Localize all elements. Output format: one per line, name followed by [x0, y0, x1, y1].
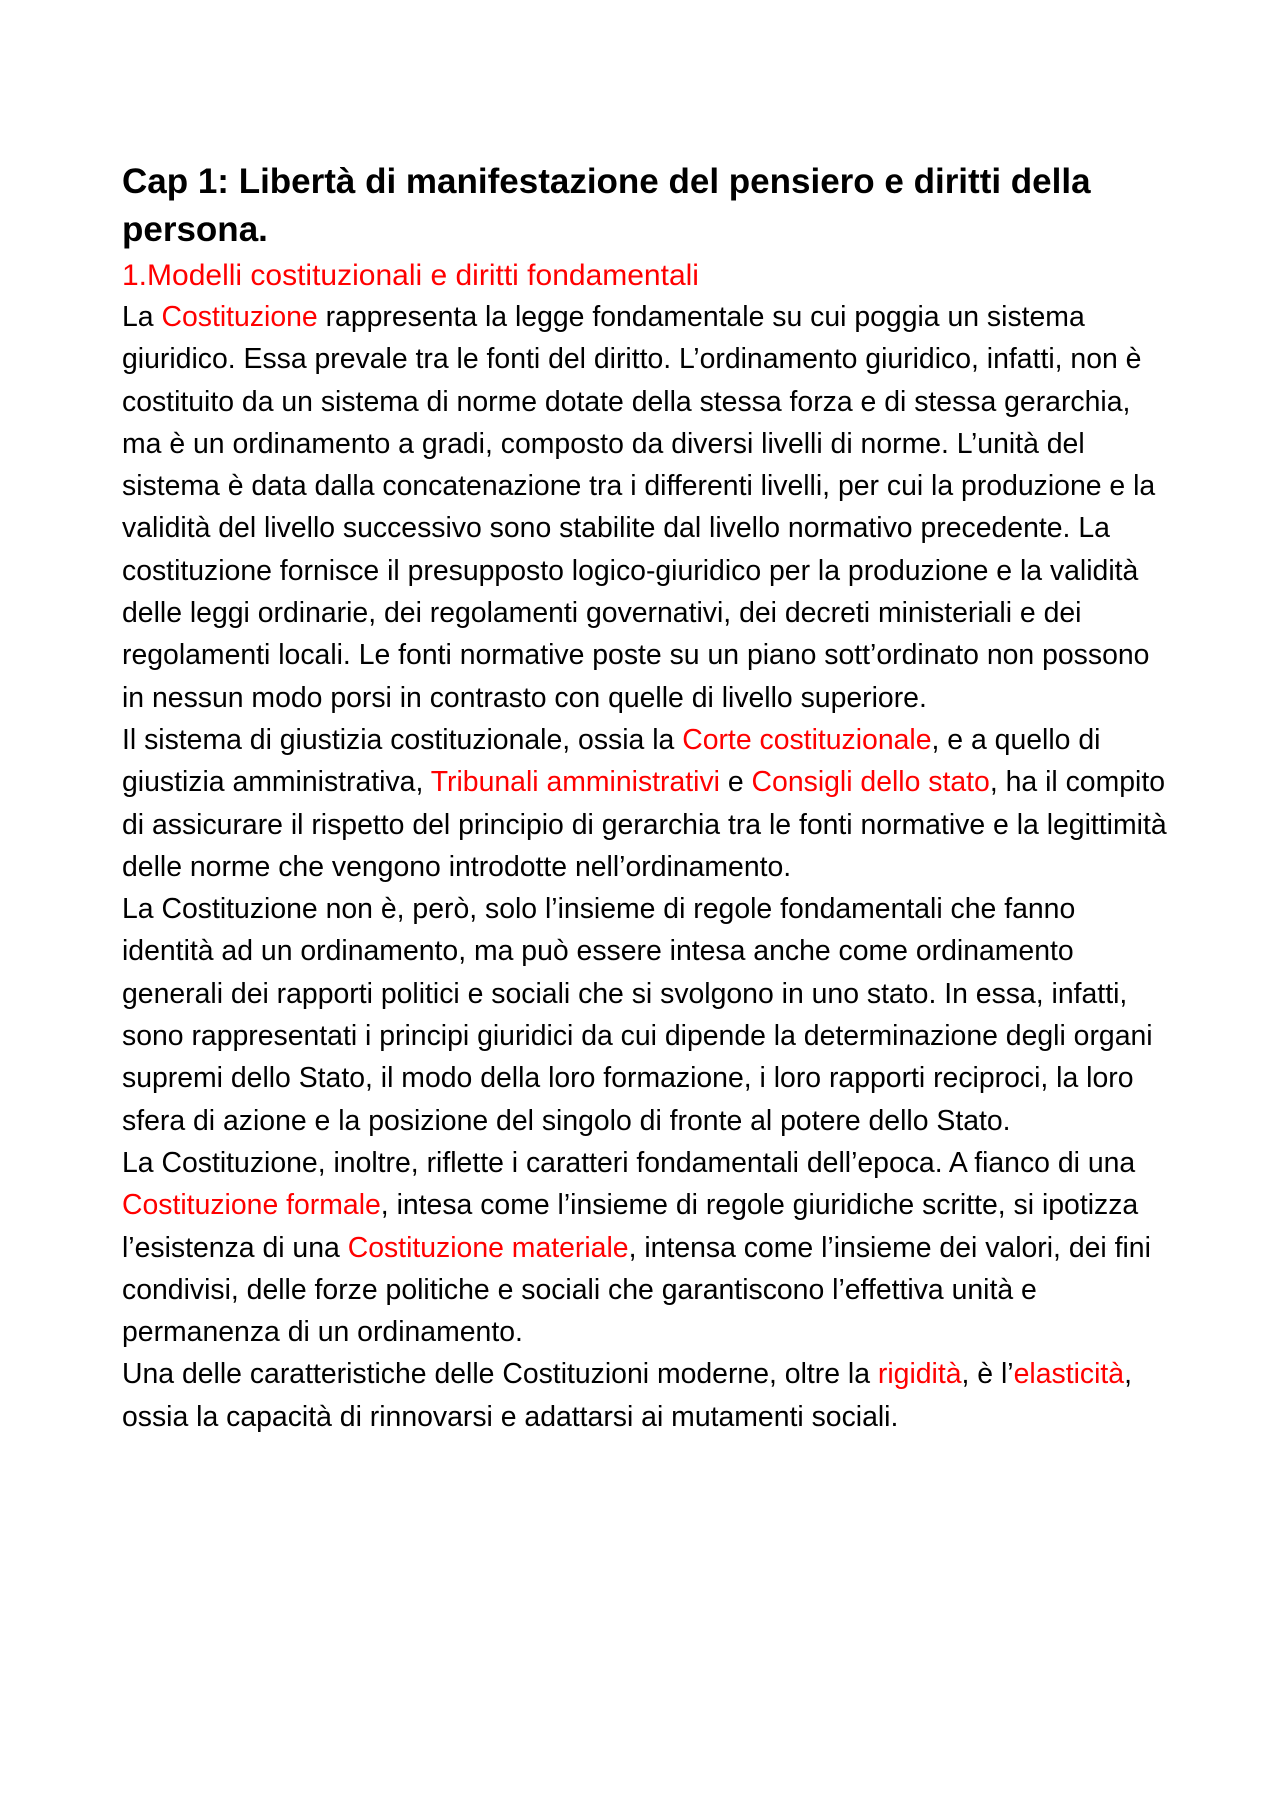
paragraph-5 [122, 1353, 1170, 1438]
highlighted-term: Costituzione formale [122, 1189, 381, 1222]
highlighted-term: elasticità [1013, 1358, 1125, 1391]
paragraph-1 [122, 296, 1170, 719]
highlighted-term: Costituzione [161, 301, 318, 333]
highlighted-term: Tribunali amministrativi [430, 766, 720, 799]
paragraph-4 [122, 1142, 1170, 1353]
section-heading: 1.Modelli costituzionali e diritti fondamentali [122, 259, 699, 292]
paragraph-2 [122, 719, 1170, 888]
highlighted-term: rigidità [877, 1358, 962, 1391]
text-run: , è l’ [961, 1358, 1014, 1391]
text-run: , intensa come l’insieme dei valori, dei fini condivisi, delle forze politiche e sociali che garantiscono l’effettiva unità e permanenza di un ordinamento. [122, 1231, 1151, 1349]
text-run: La [122, 301, 162, 333]
text-run: , intesa come l’insieme di regole giuridiche scritte, si ipotizza l’esistenza di una [122, 1189, 1139, 1264]
highlighted-term: Corte costituzionale [682, 723, 932, 756]
text-run: Il sistema di giustizia costituzionale, ossia la [122, 723, 683, 756]
paragraph-3: La Costituzione non è, però, solo l’insieme di regole fondamentali che fanno identità ad un ordinamento, ma può essere intesa anche come ordinamento generali dei rapporti politici e sociali che si svolgono in uno stato. In essa, infatti, sono rappresentati i principi giuridici da cui dipende la determinazione degli organi supremi dello Stato, il modo della loro formazione, i loro rapporti reciproci, la loro sfera di azione e la posizione del singolo di fronte al potere dello Stato. [122, 893, 1153, 1137]
text-run: , e a quello di giustizia amministrativa, [122, 723, 1101, 799]
highlighted-term: Consigli dello stato [751, 766, 990, 799]
text-run: Una delle caratteristiche delle Costituzioni moderne, oltre la [122, 1358, 878, 1391]
text-run: e [719, 766, 752, 799]
text-run: , ha il compito di assicurare il rispetto del principio di gerarchia tra le fonti normative e la legittimità delle norme che vengono introdotte nell’ordinamento. [122, 766, 1167, 883]
highlighted-term: Costituzione materiale [347, 1231, 629, 1264]
text-run: rappresenta la legge fondamentale su cui poggia un sistema giuridico. Essa prevale tra le fonti del diritto. L’ordinamento giuridico, infatti, non è costituito da un sistema di norme dotate della stessa forza e di stessa gerarchia, ma è un ordinamento a gradi, composto da diversi livelli di norme. L’unità del sistema è data dalla concatenazione tra i differenti livelli, per cui la produzione e la validità del livello successivo sono stabilite dal livello normativo precedente. La costituzione fornisce il presupposto logico-giuridico per la produzione e la validità delle leggi ordinarie, dei regolamenti governativi, dei decreti ministeriali e dei regolamenti locali. Le fonti normative poste su un piano sott’ordinato non possono in nessun modo porsi in contrasto con quelle di livello superiore. [122, 301, 1156, 714]
text-run: La Costituzione, inoltre, riflette i caratteri fondamentali dell’epoca. A fianco di una [122, 1146, 1136, 1179]
text-run: , ossia la capacità di rinnovarsi e adattarsi ai mutamenti sociali. [122, 1358, 1132, 1433]
page-title: Cap 1: Libertà di manifestazione del pensiero e diritti della persona. [122, 162, 1091, 249]
